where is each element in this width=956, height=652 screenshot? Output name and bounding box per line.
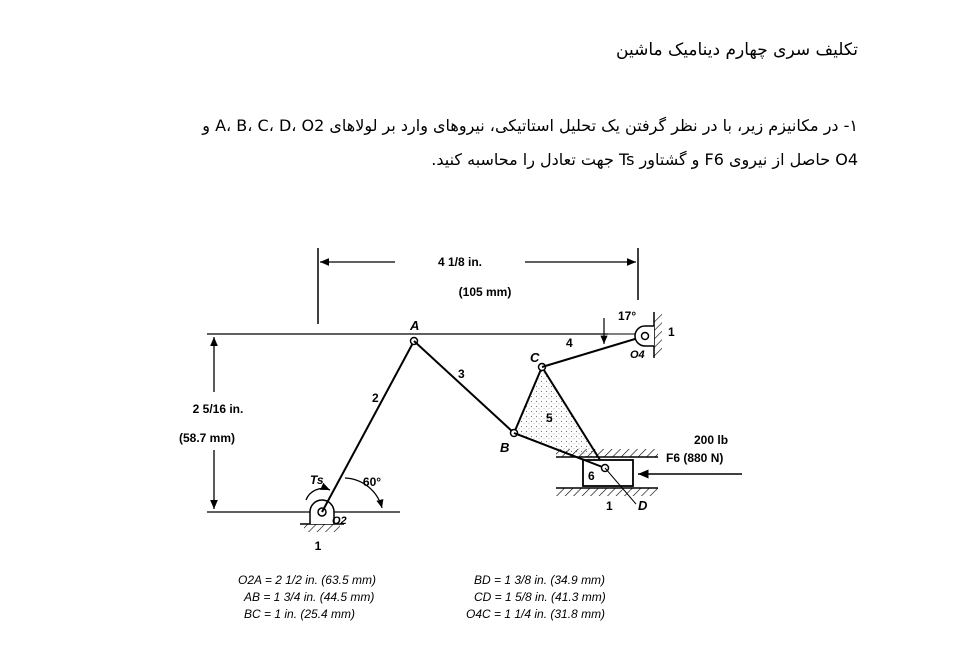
label-link-3: 3 (458, 367, 465, 381)
o4-ground-hatch (654, 314, 662, 356)
dimension-ab: AB = 1 3/4 in. (44.5 mm) (244, 590, 375, 604)
dimension-bd: BD = 1 3/8 in. (34.9 mm) (474, 573, 606, 587)
document-title: تکلیف سری چهارم دینامیک ماشین (616, 40, 858, 60)
label-link-2: 2 (372, 391, 379, 405)
label-link-4: 4 (566, 336, 573, 350)
angle-60: 60° (362, 475, 382, 489)
angle-17: 17° (618, 309, 637, 323)
label-link-6: 6 (588, 469, 595, 483)
problem-text-line-2: O4 حاصل از نیروی F6 و گشتاور Ts جهت تعادل را محاسبه کنید. (431, 150, 858, 169)
label-o2: O2 (332, 515, 347, 527)
torque-ts-arrow (306, 488, 330, 500)
dimension-cd: CD = 1 5/8 in. (41.3 mm) (474, 590, 606, 604)
label-ground-slider: 1 (606, 499, 613, 513)
label-b: B (500, 440, 510, 455)
force-n: F6 (880 N) (666, 451, 724, 465)
label-ts: Ts (310, 473, 324, 487)
label-o4: O4 (630, 349, 645, 361)
slider-guide-bottom-hatch (556, 488, 658, 496)
dimension-o2a: O2A = 2 1/2 in. (63.5 mm) (238, 573, 376, 587)
dimension-bc: BC = 1 in. (25.4 mm) (244, 607, 356, 621)
dimensions-left-column (238, 573, 376, 621)
top-dimension-mm: (105 mm) (458, 285, 512, 299)
dimension-o4c: O4C = 1 1/4 in. (31.8 mm) (466, 607, 606, 621)
label-c: C (530, 350, 540, 365)
problem-text-line-1: ۱- در مکانیزم زیر، با در نظر گرفتن یک تحلیل استاتیکی، نیروهای وارد بر لولاهای A، B، C، D، O2 و (202, 116, 858, 135)
left-dimension-in: 2 5/16 in. (192, 402, 244, 416)
top-dimension-in: 4 1/8 in. (437, 255, 483, 269)
label-d: D (638, 498, 648, 513)
label-ground-left: 1 (314, 539, 322, 553)
o4-pin (642, 333, 649, 340)
label-a: A (410, 318, 420, 333)
link-3 (414, 341, 514, 433)
left-dimension-mm: (58.7 mm) (178, 431, 236, 445)
label-ground-right: 1 (668, 325, 675, 339)
force-lb: 200 lb (694, 433, 729, 447)
label-link-5: 5 (546, 411, 553, 425)
dimensions-right-column (466, 573, 606, 621)
